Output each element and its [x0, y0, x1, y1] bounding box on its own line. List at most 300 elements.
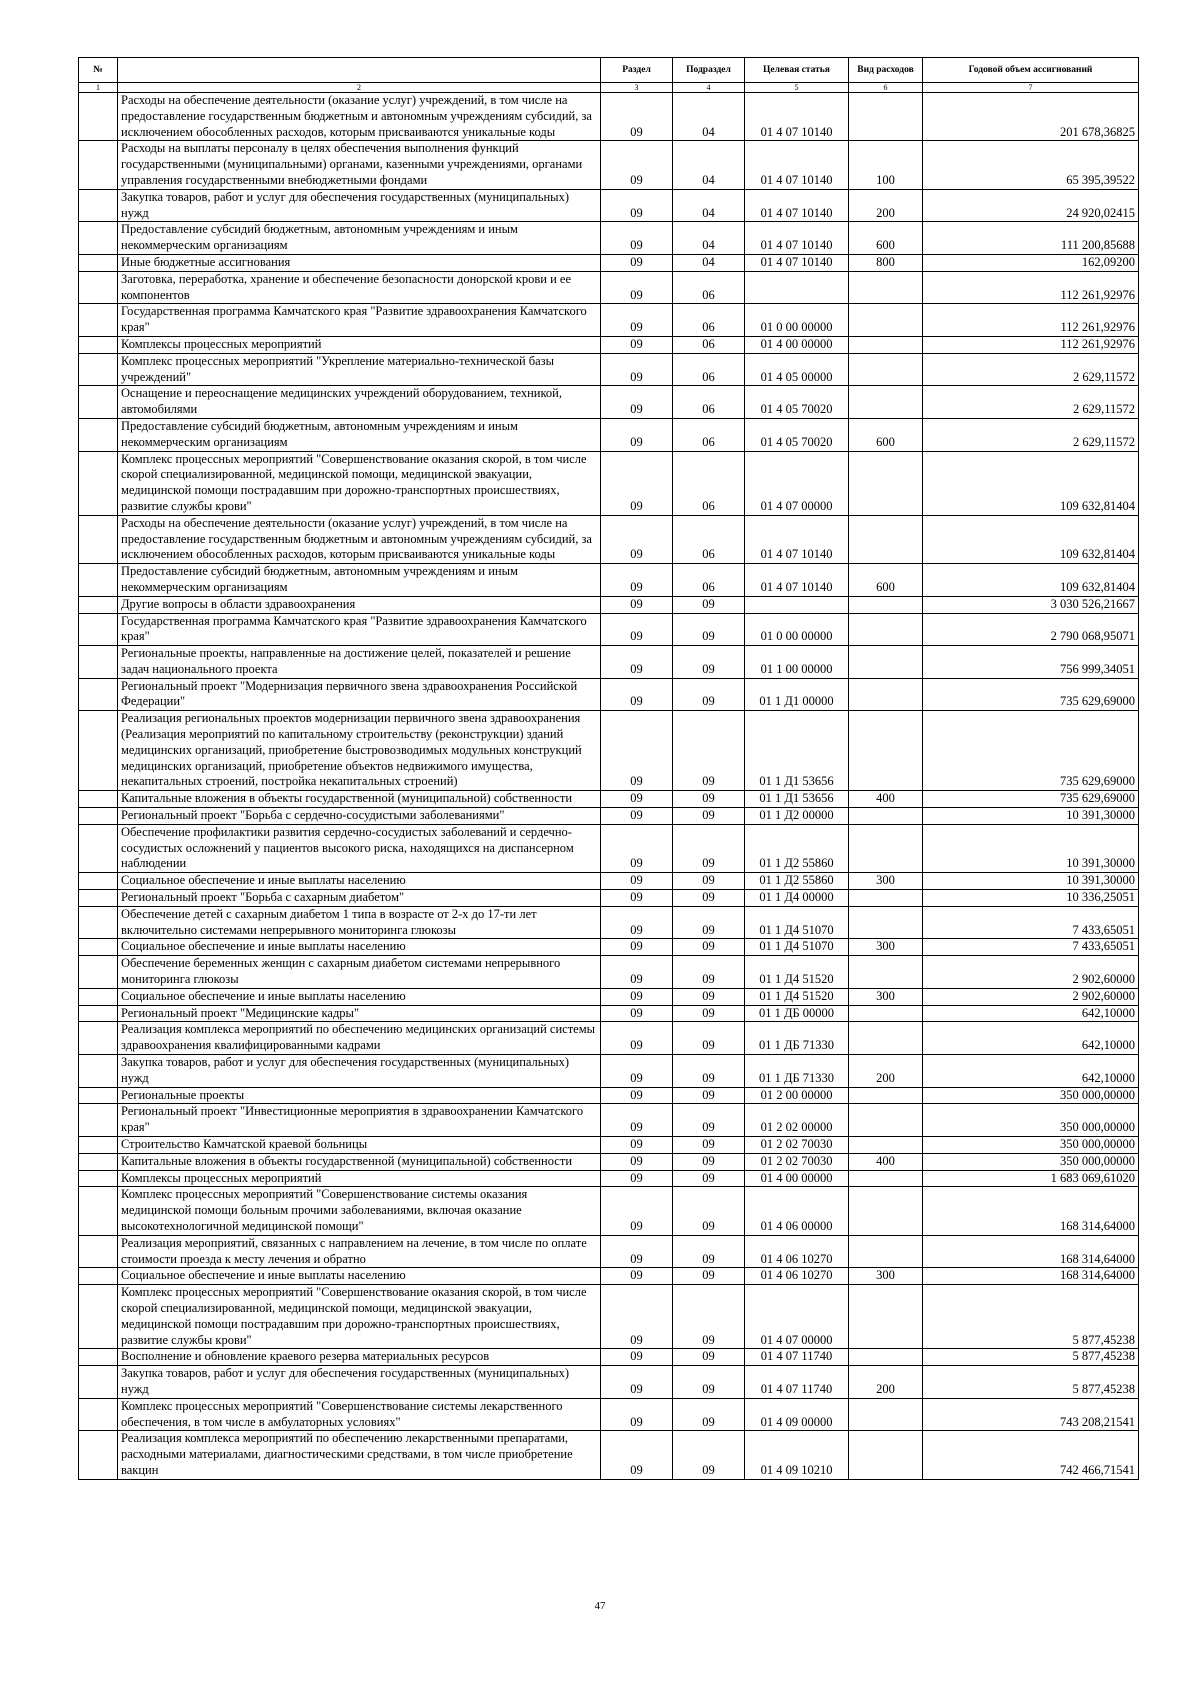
- cell-sum: 112 261,92976: [923, 336, 1139, 353]
- cell-sum: 3 030 526,21667: [923, 596, 1139, 613]
- cell-razdel: 09: [601, 353, 673, 386]
- cell-target: 01 1 Д4 51520: [745, 956, 849, 989]
- cell-target: 01 4 05 00000: [745, 353, 849, 386]
- cell-sum: 756 999,34051: [923, 646, 1139, 679]
- cell-name: Капитальные вложения в объекты государственной (муниципальной) собственности: [118, 1153, 601, 1170]
- cell-target: 01 4 07 10140: [745, 189, 849, 222]
- cell-name: Реализация комплекса мероприятий по обеспечению медицинских организаций системы здравоохранения квалифицированными кадрами: [118, 1022, 601, 1055]
- cell-target: 01 2 02 70030: [745, 1153, 849, 1170]
- cell-name: Комплекс процессных мероприятий "Совершенствование оказания скорой, в том числе скорой специализированной, медицинской помощи, медицинской эвакуации, медицинской помощи пострадавшим при дорожно-транспортных происшествиях, развитие службы крови": [118, 1285, 601, 1349]
- cell-podrazdel: 09: [673, 1087, 745, 1104]
- cell-sum: 2 629,11572: [923, 418, 1139, 451]
- cell-name: Социальное обеспечение и иные выплаты населению: [118, 939, 601, 956]
- cell-sum: 735 629,69000: [923, 678, 1139, 711]
- table-row: [79, 596, 1139, 613]
- cell-target: 01 4 07 10140: [745, 564, 849, 597]
- cell-target: 01 0 00 00000: [745, 304, 849, 337]
- cell-razdel: 09: [601, 596, 673, 613]
- cell-name: Комплексы процессных мероприятий: [118, 336, 601, 353]
- cell-sum: 350 000,00000: [923, 1153, 1139, 1170]
- cell-sum: 109 632,81404: [923, 564, 1139, 597]
- cell-num: [79, 222, 118, 255]
- cell-name: Комплекс процессных мероприятий "Совершенствование оказания скорой, в том числе скорой специализированной, медицинской помощи, медицинской эвакуации, медицинской помощи пострадавшим при дорожно-транспортных происшествиях, развитие службы крови": [118, 451, 601, 515]
- cell-vid: 400: [849, 1153, 923, 1170]
- table-row: [79, 873, 1139, 890]
- cell-num: [79, 1187, 118, 1235]
- cell-podrazdel: 09: [673, 890, 745, 907]
- cell-vid: [849, 906, 923, 939]
- cell-sum: 350 000,00000: [923, 1104, 1139, 1137]
- cell-num: [79, 988, 118, 1005]
- cell-podrazdel: 06: [673, 418, 745, 451]
- cell-target: 01 1 ДБ 71330: [745, 1022, 849, 1055]
- cell-name: Предоставление субсидий бюджетным, автономным учреждениям и иным некоммерческим организациям: [118, 564, 601, 597]
- table-row: [79, 1055, 1139, 1088]
- cell-razdel: 09: [601, 254, 673, 271]
- column-number-row: [79, 83, 1139, 93]
- table-row: [79, 1268, 1139, 1285]
- cell-vid: [849, 1187, 923, 1235]
- cell-name: Комплекс процессных мероприятий "Совершенствование системы лекарственного обеспечения, в том числе в амбулаторных условиях": [118, 1398, 601, 1431]
- cell-vid: 200: [849, 1366, 923, 1399]
- cell-vid: [849, 1398, 923, 1431]
- table-row: [79, 304, 1139, 337]
- cell-razdel: 09: [601, 711, 673, 791]
- header-num: №: [79, 58, 118, 83]
- cell-podrazdel: 06: [673, 451, 745, 515]
- cell-vid: [849, 824, 923, 872]
- cell-sum: 642,10000: [923, 1022, 1139, 1055]
- cell-num: [79, 646, 118, 679]
- table-body: [79, 93, 1139, 1480]
- table-row: [79, 906, 1139, 939]
- cell-vid: [849, 596, 923, 613]
- cell-name: Закупка товаров, работ и услуг для обеспечения государственных (муниципальных) нужд: [118, 189, 601, 222]
- cell-num: [79, 791, 118, 808]
- table-row: [79, 1005, 1139, 1022]
- cell-razdel: 09: [601, 1170, 673, 1187]
- column-number: 2: [118, 83, 601, 93]
- cell-name: Государственная программа Камчатского края "Развитие здравоохранения Камчатского края": [118, 304, 601, 337]
- cell-razdel: 09: [601, 1349, 673, 1366]
- cell-name: Региональные проекты, направленные на достижение целей, показателей и решение задач национального проекта: [118, 646, 601, 679]
- cell-razdel: 09: [601, 873, 673, 890]
- table-row: [79, 1285, 1139, 1349]
- cell-sum: 742 466,71541: [923, 1431, 1139, 1479]
- cell-target: 01 4 06 10270: [745, 1268, 849, 1285]
- cell-name: Социальное обеспечение и иные выплаты населению: [118, 1268, 601, 1285]
- cell-sum: 65 395,39522: [923, 141, 1139, 189]
- cell-name: Расходы на обеспечение деятельности (оказание услуг) учреждений, в том числе на предоставление государственным бюджетным и автономным учреждениям субсидий, за исключением обособленных расходов, которым присваиваются уникальные коды: [118, 93, 601, 141]
- cell-num: [79, 1285, 118, 1349]
- table-row: [79, 1349, 1139, 1366]
- cell-razdel: 09: [601, 418, 673, 451]
- cell-vid: [849, 1235, 923, 1268]
- cell-target: 01 4 07 10140: [745, 141, 849, 189]
- cell-vid: [849, 386, 923, 419]
- table-row: [79, 791, 1139, 808]
- cell-name: Обеспечение беременных женщин с сахарным диабетом системами непрерывного мониторинга глюкозы: [118, 956, 601, 989]
- cell-num: [79, 1431, 118, 1479]
- cell-target: 01 1 00 00000: [745, 646, 849, 679]
- cell-razdel: 09: [601, 271, 673, 304]
- cell-name: Комплекс процессных мероприятий "Укрепление материально-технической базы учреждений": [118, 353, 601, 386]
- cell-name: Закупка товаров, работ и услуг для обеспечения государственных (муниципальных) нужд: [118, 1055, 601, 1088]
- cell-target: 01 2 00 00000: [745, 1087, 849, 1104]
- table-row: [79, 418, 1139, 451]
- cell-podrazdel: 09: [673, 678, 745, 711]
- cell-vid: 300: [849, 988, 923, 1005]
- cell-sum: 162,09200: [923, 254, 1139, 271]
- cell-razdel: 09: [601, 890, 673, 907]
- cell-razdel: 09: [601, 1187, 673, 1235]
- cell-num: [79, 808, 118, 825]
- cell-podrazdel: 09: [673, 1022, 745, 1055]
- cell-podrazdel: 09: [673, 906, 745, 939]
- cell-vid: [849, 1087, 923, 1104]
- cell-podrazdel: 09: [673, 1153, 745, 1170]
- table-row: [79, 336, 1139, 353]
- cell-vid: [849, 1285, 923, 1349]
- cell-sum: 2 790 068,95071: [923, 613, 1139, 646]
- table-row: [79, 956, 1139, 989]
- cell-vid: [849, 613, 923, 646]
- cell-razdel: 09: [601, 451, 673, 515]
- cell-name: Комплексы процессных мероприятий: [118, 1170, 601, 1187]
- cell-podrazdel: 09: [673, 1005, 745, 1022]
- header-vid: Вид расходов: [849, 58, 923, 83]
- cell-num: [79, 1235, 118, 1268]
- cell-podrazdel: 04: [673, 141, 745, 189]
- cell-vid: [849, 515, 923, 563]
- cell-sum: 10 391,30000: [923, 808, 1139, 825]
- column-number: 3: [601, 83, 673, 93]
- cell-razdel: 09: [601, 613, 673, 646]
- cell-sum: 111 200,85688: [923, 222, 1139, 255]
- cell-target: 01 4 07 10140: [745, 93, 849, 141]
- table-row: [79, 711, 1139, 791]
- table-row: [79, 1137, 1139, 1154]
- cell-razdel: 09: [601, 93, 673, 141]
- cell-vid: [849, 808, 923, 825]
- cell-name: Предоставление субсидий бюджетным, автономным учреждениям и иным некоммерческим организациям: [118, 418, 601, 451]
- cell-num: [79, 451, 118, 515]
- cell-razdel: 09: [601, 1431, 673, 1479]
- cell-sum: 5 877,45238: [923, 1349, 1139, 1366]
- cell-name: Региональный проект "Борьба с сердечно-сосудистыми заболеваниями": [118, 808, 601, 825]
- cell-vid: [849, 451, 923, 515]
- cell-num: [79, 1104, 118, 1137]
- cell-num: [79, 1398, 118, 1431]
- cell-vid: [849, 646, 923, 679]
- cell-vid: 300: [849, 1268, 923, 1285]
- cell-podrazdel: 09: [673, 596, 745, 613]
- table-row: [79, 222, 1139, 255]
- cell-razdel: 09: [601, 1285, 673, 1349]
- cell-target: 01 4 07 11740: [745, 1349, 849, 1366]
- cell-vid: [849, 1022, 923, 1055]
- table-row: [79, 613, 1139, 646]
- page-number: 47: [594, 1600, 606, 1612]
- cell-podrazdel: 09: [673, 711, 745, 791]
- cell-sum: 109 632,81404: [923, 515, 1139, 563]
- cell-sum: 168 314,64000: [923, 1268, 1139, 1285]
- table-row: [79, 646, 1139, 679]
- cell-razdel: 09: [601, 956, 673, 989]
- cell-target: 01 1 Д1 00000: [745, 678, 849, 711]
- cell-podrazdel: 09: [673, 791, 745, 808]
- cell-sum: 112 261,92976: [923, 271, 1139, 304]
- cell-name: Региональный проект "Медицинские кадры": [118, 1005, 601, 1022]
- cell-target: 01 4 09 00000: [745, 1398, 849, 1431]
- cell-target: 01 4 05 70020: [745, 418, 849, 451]
- cell-target: 01 4 00 00000: [745, 336, 849, 353]
- cell-razdel: 09: [601, 189, 673, 222]
- cell-num: [79, 336, 118, 353]
- cell-num: [79, 1087, 118, 1104]
- cell-podrazdel: 04: [673, 93, 745, 141]
- cell-razdel: 09: [601, 1235, 673, 1268]
- cell-name: Закупка товаров, работ и услуг для обеспечения государственных (муниципальных) нужд: [118, 1366, 601, 1399]
- cell-name: Региональный проект "Инвестиционные мероприятия в здравоохранении Камчатского края": [118, 1104, 601, 1137]
- header-name: [118, 58, 601, 83]
- cell-num: [79, 353, 118, 386]
- table-row: [79, 353, 1139, 386]
- cell-num: [79, 939, 118, 956]
- cell-name: Социальное обеспечение и иные выплаты населению: [118, 988, 601, 1005]
- cell-target: 01 4 07 11740: [745, 1366, 849, 1399]
- table-row: [79, 1235, 1139, 1268]
- cell-name: Расходы на обеспечение деятельности (оказание услуг) учреждений, в том числе на предоставление государственным бюджетным и автономным учреждениям субсидий, за исключением обособленных расходов, которым присваиваются уникальные коды: [118, 515, 601, 563]
- cell-razdel: 09: [601, 988, 673, 1005]
- table-row: [79, 1022, 1139, 1055]
- cell-target: 01 4 07 00000: [745, 451, 849, 515]
- cell-vid: [849, 304, 923, 337]
- cell-podrazdel: 06: [673, 564, 745, 597]
- column-number: 5: [745, 83, 849, 93]
- cell-podrazdel: 04: [673, 189, 745, 222]
- table-row: [79, 890, 1139, 907]
- cell-vid: [849, 353, 923, 386]
- table-header: [79, 58, 1139, 93]
- cell-target: 01 4 05 70020: [745, 386, 849, 419]
- cell-sum: 10 391,30000: [923, 873, 1139, 890]
- table-row: [79, 808, 1139, 825]
- table-row: [79, 1366, 1139, 1399]
- cell-name: Предоставление субсидий бюджетным, автономным учреждениям и иным некоммерческим организациям: [118, 222, 601, 255]
- cell-target: 01 4 06 10270: [745, 1235, 849, 1268]
- cell-sum: 2 629,11572: [923, 386, 1139, 419]
- cell-num: [79, 93, 118, 141]
- cell-podrazdel: 06: [673, 386, 745, 419]
- cell-num: [79, 824, 118, 872]
- table-row: [79, 988, 1139, 1005]
- cell-target: 01 1 Д4 00000: [745, 890, 849, 907]
- cell-vid: [849, 1431, 923, 1479]
- cell-num: [79, 596, 118, 613]
- cell-vid: 600: [849, 418, 923, 451]
- cell-vid: [849, 93, 923, 141]
- cell-podrazdel: 09: [673, 1235, 745, 1268]
- cell-razdel: 09: [601, 824, 673, 872]
- cell-num: [79, 890, 118, 907]
- cell-sum: 10 336,25051: [923, 890, 1139, 907]
- column-number: 7: [923, 83, 1139, 93]
- cell-target: 01 4 07 00000: [745, 1285, 849, 1349]
- cell-vid: [849, 711, 923, 791]
- cell-sum: 350 000,00000: [923, 1137, 1139, 1154]
- cell-razdel: 09: [601, 1153, 673, 1170]
- cell-vid: [849, 1137, 923, 1154]
- cell-podrazdel: 09: [673, 1431, 745, 1479]
- cell-razdel: 09: [601, 1366, 673, 1399]
- cell-sum: 112 261,92976: [923, 304, 1139, 337]
- cell-num: [79, 1349, 118, 1366]
- cell-target: 01 1 Д4 51070: [745, 939, 849, 956]
- cell-sum: 7 433,65051: [923, 939, 1139, 956]
- cell-razdel: 09: [601, 906, 673, 939]
- budget-table: [78, 57, 1139, 1480]
- cell-podrazdel: 09: [673, 1398, 745, 1431]
- cell-num: [79, 1170, 118, 1187]
- cell-num: [79, 678, 118, 711]
- cell-sum: 10 391,30000: [923, 824, 1139, 872]
- cell-podrazdel: 09: [673, 613, 745, 646]
- cell-podrazdel: 09: [673, 956, 745, 989]
- table-row: [79, 271, 1139, 304]
- cell-razdel: 09: [601, 1055, 673, 1088]
- cell-vid: [849, 271, 923, 304]
- cell-razdel: 09: [601, 1022, 673, 1055]
- header-podrazdel: Подраздел: [673, 58, 745, 83]
- cell-razdel: 09: [601, 808, 673, 825]
- cell-name: Государственная программа Камчатского края "Развитие здравоохранения Камчатского края": [118, 613, 601, 646]
- cell-target: 01 1 Д4 51070: [745, 906, 849, 939]
- cell-razdel: 09: [601, 678, 673, 711]
- cell-vid: [849, 1005, 923, 1022]
- cell-vid: [849, 1349, 923, 1366]
- table-row: [79, 1153, 1139, 1170]
- cell-vid: 300: [849, 873, 923, 890]
- cell-target: 01 1 Д4 51520: [745, 988, 849, 1005]
- cell-name: Обеспечение детей с сахарным диабетом 1 типа в возрасте от 2-х до 17-ти лет включительно системами непрерывного мониторинга глюкозы: [118, 906, 601, 939]
- cell-sum: 1 683 069,61020: [923, 1170, 1139, 1187]
- header-target: Целевая статья: [745, 58, 849, 83]
- cell-num: [79, 613, 118, 646]
- cell-podrazdel: 04: [673, 222, 745, 255]
- cell-vid: [849, 678, 923, 711]
- cell-vid: [849, 336, 923, 353]
- cell-num: [79, 254, 118, 271]
- cell-target: 01 1 Д1 53656: [745, 791, 849, 808]
- cell-razdel: 09: [601, 791, 673, 808]
- cell-sum: 7 433,65051: [923, 906, 1139, 939]
- table-row: [79, 189, 1139, 222]
- column-number: 4: [673, 83, 745, 93]
- column-number: 1: [79, 83, 118, 93]
- cell-sum: 2 629,11572: [923, 353, 1139, 386]
- cell-sum: 2 902,60000: [923, 956, 1139, 989]
- cell-sum: 2 902,60000: [923, 988, 1139, 1005]
- table-row: [79, 386, 1139, 419]
- header-razdel: Раздел: [601, 58, 673, 83]
- cell-target: 01 1 ДБ 00000: [745, 1005, 849, 1022]
- cell-vid: 100: [849, 141, 923, 189]
- table-row: [79, 1104, 1139, 1137]
- cell-target: 01 1 Д2 55860: [745, 873, 849, 890]
- cell-vid: [849, 956, 923, 989]
- cell-sum: 735 629,69000: [923, 711, 1139, 791]
- cell-razdel: 09: [601, 1087, 673, 1104]
- cell-podrazdel: 06: [673, 336, 745, 353]
- cell-num: [79, 1005, 118, 1022]
- cell-num: [79, 1022, 118, 1055]
- cell-name: Реализация мероприятий, связанных с направлением на лечение, в том числе по оплате стоимости проезда к месту лечения и обратно: [118, 1235, 601, 1268]
- cell-razdel: 09: [601, 336, 673, 353]
- cell-name: Социальное обеспечение и иные выплаты населению: [118, 873, 601, 890]
- cell-target: 01 2 02 00000: [745, 1104, 849, 1137]
- cell-podrazdel: 06: [673, 353, 745, 386]
- cell-name: Региональный проект "Борьба с сахарным диабетом": [118, 890, 601, 907]
- cell-podrazdel: 09: [673, 1187, 745, 1235]
- cell-vid: 300: [849, 939, 923, 956]
- cell-name: Реализация региональных проектов модернизации первичного звена здравоохранения (Реализация мероприятий по капитальному строительству (реконструкции) зданий медицинских организаций, приобретение быстровозводимых модульных конструкций медицинских организаций, приобретение объектов недвижимого имущества, некапитальных строений, постройка некапитальных строений): [118, 711, 601, 791]
- cell-num: [79, 906, 118, 939]
- cell-vid: 200: [849, 1055, 923, 1088]
- cell-vid: 600: [849, 564, 923, 597]
- cell-podrazdel: 09: [673, 1285, 745, 1349]
- cell-name: Иные бюджетные ассигнования: [118, 254, 601, 271]
- cell-num: [79, 515, 118, 563]
- cell-num: [79, 1055, 118, 1088]
- cell-num: [79, 418, 118, 451]
- cell-sum: 201 678,36825: [923, 93, 1139, 141]
- cell-sum: 24 920,02415: [923, 189, 1139, 222]
- cell-vid: 600: [849, 222, 923, 255]
- cell-sum: 642,10000: [923, 1005, 1139, 1022]
- cell-podrazdel: 09: [673, 1366, 745, 1399]
- cell-name: Восполнение и обновление краевого резерва материальных ресурсов: [118, 1349, 601, 1366]
- cell-podrazdel: 09: [673, 1137, 745, 1154]
- cell-podrazdel: 09: [673, 808, 745, 825]
- cell-num: [79, 711, 118, 791]
- cell-sum: 642,10000: [923, 1055, 1139, 1088]
- cell-sum: 5 877,45238: [923, 1285, 1139, 1349]
- cell-target: 01 4 07 10140: [745, 254, 849, 271]
- cell-name: Комплекс процессных мероприятий "Совершенствование системы оказания медицинской помощи больным прочими заболеваниями, включая оказание высокотехнологичной медицинской помощи": [118, 1187, 601, 1235]
- cell-vid: 200: [849, 189, 923, 222]
- cell-podrazdel: 06: [673, 304, 745, 337]
- table-row: [79, 824, 1139, 872]
- cell-podrazdel: 09: [673, 1055, 745, 1088]
- cell-sum: 168 314,64000: [923, 1235, 1139, 1268]
- column-number: 6: [849, 83, 923, 93]
- cell-target: [745, 596, 849, 613]
- table-row: [79, 1087, 1139, 1104]
- cell-num: [79, 956, 118, 989]
- cell-razdel: 09: [601, 1398, 673, 1431]
- cell-target: 01 1 ДБ 71330: [745, 1055, 849, 1088]
- table-row: [79, 254, 1139, 271]
- cell-vid: 800: [849, 254, 923, 271]
- cell-target: 01 4 00 00000: [745, 1170, 849, 1187]
- cell-num: [79, 189, 118, 222]
- cell-razdel: 09: [601, 1104, 673, 1137]
- cell-num: [79, 1366, 118, 1399]
- cell-num: [79, 1268, 118, 1285]
- table-row: [79, 451, 1139, 515]
- cell-podrazdel: 06: [673, 271, 745, 304]
